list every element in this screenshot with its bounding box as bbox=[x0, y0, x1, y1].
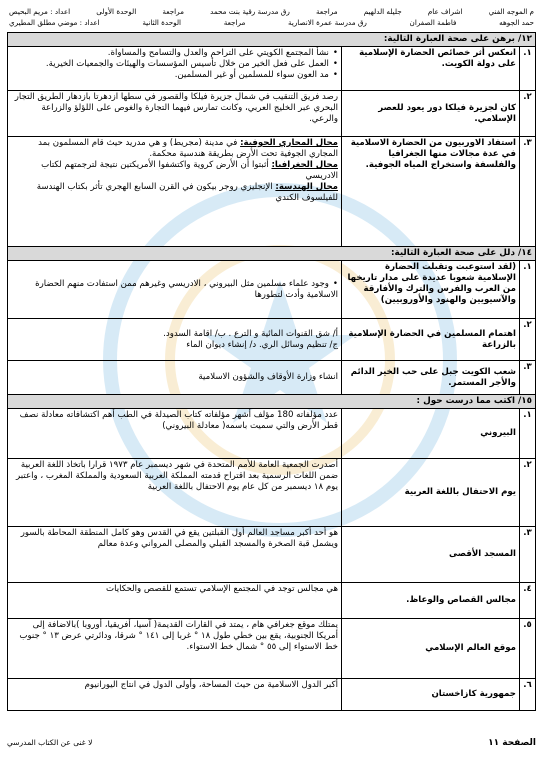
answer-cell: يمتلك موقع جغرافي هام ، يمتد في القارات القديمة( آسيا، أفريقيا، أوروبا )بالاضافة إلى أمريكا الجنوبية، يقع بين خطي طول ١٨ ° غربا إلى ١٤١ ° شرقا، ودائرتي عرض ١٣ ° جنوب خط الاستواء إلى ٥٥ ° شمال خط الاستواء. bbox=[8, 619, 342, 679]
field-title: مجال الهندسة: bbox=[275, 182, 338, 192]
section-title: ١٢/ برهن على صحة العبارة التالية: bbox=[8, 33, 536, 47]
worksheet-table bbox=[7, 32, 536, 711]
header-row-1 bbox=[7, 6, 536, 17]
header-cell: حمد الجوهه bbox=[499, 18, 534, 27]
row-number: ٣. bbox=[520, 137, 536, 247]
question-cell: المسجد الأقصى bbox=[342, 527, 520, 583]
answer-cell bbox=[8, 137, 342, 247]
field-text: الإنجليزي روجر بيكون في القرن السابع الهجري تأثر بكتاب الهندسة للفيلسوف الكندي bbox=[36, 182, 338, 203]
answer-cell: أصدرت الجمعية العامة للأمم المتحدة في شهر ديسمبر عام ١٩٧٣ قرارا باتخاذ اللغة العربية ضمن اللغات الرسمية بعد اقتراح قدمته المملكة العربية السعودية والمملكة المغرب ، واعتبر يوم ١٨ ديسمبر من كل عام يوم الاحتفال باللغة العربية bbox=[8, 459, 342, 527]
question-cell: اهتمام المسلمين في الحضارة الإسلامية بالزراعة bbox=[342, 319, 520, 361]
header-cell: م الموجه الفني bbox=[488, 7, 534, 16]
footer-note: لا غنى عن الكتاب المدرسي bbox=[7, 738, 93, 747]
answer-cell: انشاء وزارة الأوقاف والشؤون الاسلامية bbox=[8, 361, 342, 395]
table-row bbox=[8, 527, 536, 583]
row-number: ٣. bbox=[520, 527, 536, 583]
answer-part: ج/ تنظيم وسائل الري. bbox=[258, 339, 338, 350]
question-cell: استفاد الاوربيون من الحضارة الاسلامية في عدة مجالات منها الجغرافيا والفلسفة واستخراج المياه الجوفية. bbox=[342, 137, 520, 247]
table-row bbox=[8, 261, 536, 319]
page-number: الصفحة ١١ bbox=[488, 738, 536, 748]
header-cell: رق مدرسة رقية بنت محمد bbox=[210, 7, 290, 16]
field-title: مجال المجاري الجوفية: bbox=[240, 138, 338, 148]
answer-point: • وجود علماء مسلمين مثل البيروني ، الادريسي وغيرهم ممن استفادت منهم الحضارة الاسلامية وأدت لتطورها bbox=[11, 279, 338, 301]
table-row bbox=[8, 459, 536, 527]
row-number: ١. bbox=[520, 47, 536, 91]
section-title: ١٤/ دلل على صحة العبارة التالية: bbox=[8, 247, 536, 261]
section-header bbox=[8, 247, 536, 261]
section-header bbox=[8, 33, 536, 47]
section-title: ١٥/ اكتب مما درست حول : bbox=[8, 395, 536, 409]
header-cell: اشراف عام bbox=[427, 7, 463, 16]
row-number: ٤. bbox=[520, 583, 536, 619]
question-cell: البيروني bbox=[342, 409, 520, 459]
field-title: مجال الجغرافيا: bbox=[271, 160, 338, 170]
row-number: ٢. bbox=[520, 459, 536, 527]
table-row bbox=[8, 619, 536, 679]
header-cell: فاطمة الصفران bbox=[409, 18, 457, 27]
table-row bbox=[8, 583, 536, 619]
row-number: ١. bbox=[520, 409, 536, 459]
header-cell: اعداد : مريم البحيص bbox=[9, 7, 71, 16]
header-cell: جليله الدلهيم bbox=[363, 7, 402, 16]
row-number: ٣. bbox=[520, 361, 536, 395]
answer-point: • نشأ المجتمع الكويتي على التراحم والعدل والتسامح والمساواة. bbox=[11, 48, 338, 59]
question-cell: موقع العالم الإسلامي bbox=[342, 619, 520, 679]
table-row bbox=[8, 679, 536, 711]
answer-point: • مد العون سواء للمسلمين أو غير المسلمين. bbox=[11, 70, 338, 81]
answer-cell bbox=[8, 261, 342, 319]
question-cell: كان لجزيرة فيلكا دور يعود للعصر الإسلامي. bbox=[342, 91, 520, 137]
answer-part: د/ إنشاء ديوان الماء bbox=[186, 339, 257, 350]
answer-cell: رصد فريق التنقيب في شمال جزيرة فيلكا والقصور في سطها ازدهرتا بازدهار الطريق التجار البحري عبر الخليج العربي، وكانت تمارس فيهما التجارة والغوص على اللؤلؤ والزراعة والرعي. bbox=[8, 91, 342, 137]
table-row bbox=[8, 409, 536, 459]
answer-cell: هو أحد أكبر مساجد العالم أول القبلتين يقع في القدس وهو كامل المنطقة المحاطة بالسور ويشمل قبة الصخرة والمسجد القبلي والمصلى المرواني وعدة معالم bbox=[8, 527, 342, 583]
answer-cell bbox=[8, 47, 342, 91]
answer-cell bbox=[8, 319, 342, 361]
question-cell: يوم الاحتفال باللغة العربية bbox=[342, 459, 520, 527]
header-cell: اعداد : موضي مطلق المطيري bbox=[9, 18, 100, 27]
table-row bbox=[8, 91, 536, 137]
question-cell: جمهورية كازاخستان bbox=[342, 679, 520, 711]
header-cell: مراجعة bbox=[223, 18, 246, 27]
answer-cell: عدد مؤلفاته 180 مؤلف أشهر مؤلفاته كتاب الصيدلة في الطب أهم اكتشافاته معادلة نصف قطر الأرض والتي سميت باسمه( معادلة البيروني) bbox=[8, 409, 342, 459]
field-text: في مدينة (مجريط) و هي مدريد حيث قام المسلمون بمد المجاري الجوفية تحت الأرض بطريقة هندسية محكمة. bbox=[38, 138, 338, 159]
table-row bbox=[8, 137, 536, 247]
header-cell: مراجعة bbox=[316, 7, 338, 16]
page-footer bbox=[7, 738, 536, 748]
answer-cell: أكبر الدول الاسلامية من حيث المساحة، وأولى الدول في انتاج اليورانيوم bbox=[8, 679, 342, 711]
header-cell: رق مدرسة عمرة الانصارية bbox=[287, 18, 367, 27]
question-cell: شعب الكويت جبل على حب الخير الدائم والأجر المستمر. bbox=[342, 361, 520, 395]
row-number: ٢. bbox=[520, 319, 536, 361]
answer-part: ب/ اقامة السدود. bbox=[163, 328, 226, 339]
field-text: أثبتوا أن الأرض كروية واكتشفوا الأمريكتين نتيجة لترجمتهم لكتاب الادريسي bbox=[41, 160, 338, 181]
table-row bbox=[8, 319, 536, 361]
header-cell: الوحدة الثانية bbox=[142, 18, 182, 27]
answer-part: أ/ شق القنوات المائية و الترع . bbox=[228, 328, 338, 339]
row-number: ٦. bbox=[520, 679, 536, 711]
header-cell: الوحدة الأولى bbox=[96, 7, 137, 16]
row-number: ١. bbox=[520, 261, 536, 319]
row-number: ٥. bbox=[520, 619, 536, 679]
header-cell: مراجعة bbox=[162, 7, 184, 16]
document-page bbox=[7, 6, 536, 711]
question-cell: (لقد استوعبت وتقبلت الحضارة الإسلامية شعوبا عديدة على مدار تاريخها من العرب والفرس والترك والأفارقة والآسيويين والهنود والأوروبيين) bbox=[342, 261, 520, 319]
section-header bbox=[8, 395, 536, 409]
answer-point: • العمل على فعل الخير من خلال تأسيس المؤسسات والهيئات والجمعيات الخيرية. bbox=[11, 59, 338, 70]
table-row bbox=[8, 361, 536, 395]
row-number: ٢. bbox=[520, 91, 536, 137]
answer-cell: هي مجالس توجد في المجتمع الإسلامي تستمع للقصص والحكايات bbox=[8, 583, 342, 619]
header-row-2 bbox=[7, 17, 536, 28]
table-row bbox=[8, 47, 536, 91]
question-cell: انعكس أثر خصائص الحضارة الإسلامية على دولة الكويت. bbox=[342, 47, 520, 91]
question-cell: مجالس القصاص والوعاظ. bbox=[342, 583, 520, 619]
